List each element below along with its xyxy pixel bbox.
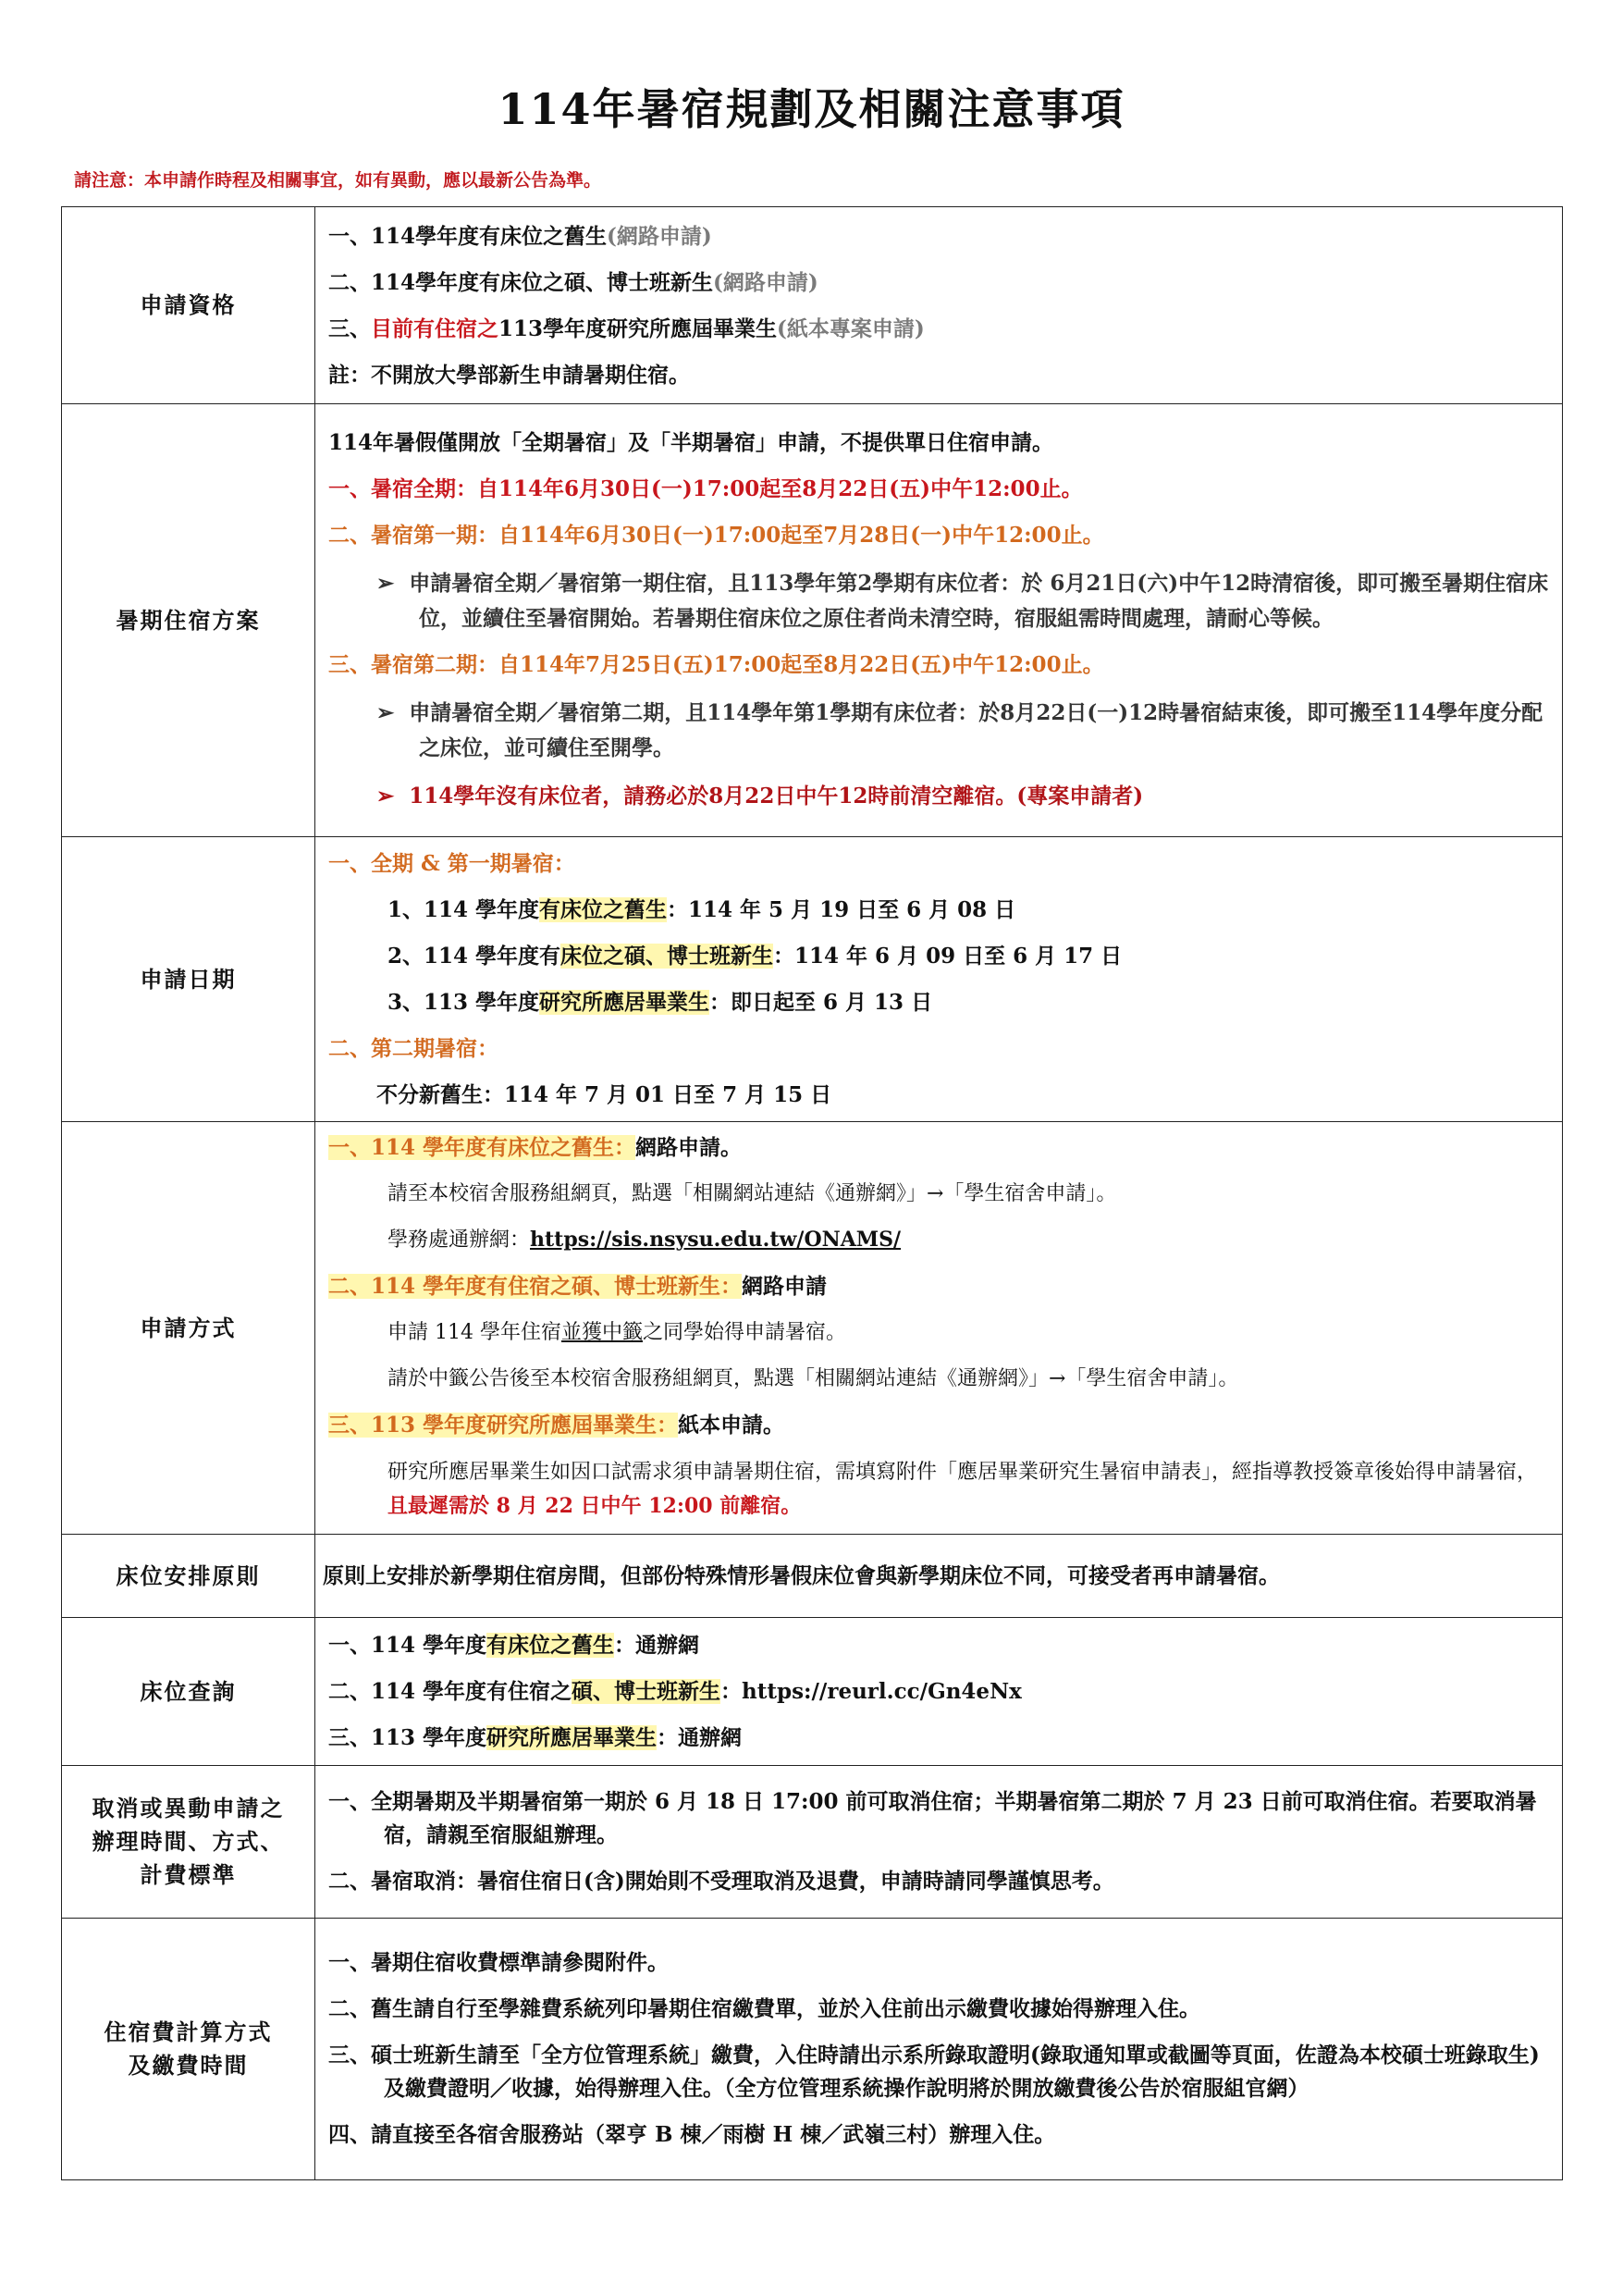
bullet-arrow-icon: ➢: [376, 699, 395, 725]
header-plan: 暑期住宿方案: [62, 404, 315, 837]
row-principle: [62, 1535, 1563, 1618]
dates-item-2: 2、114 學年度有床位之碩、博士班新生：114 年 6 月 09 日至 6 月 17 日: [387, 944, 1123, 969]
method-1-title: 一、114 學年度有床位之舊生：網路申請。: [328, 1135, 743, 1160]
plan-second-note: ➢ 申請暑宿全期／暑宿第二期，且114學年第1學期有床位者：於8月22日(一)12時暑宿結束後，即可搬至114學年度分配之床位，並可續住至開學。: [376, 699, 1543, 760]
plan-second-period: 三、暑宿第二期：自114年7月25日(五)17:00起至8月22日(五)中午12:00止。: [328, 651, 1104, 677]
method-2-line-1: 申請 114 學年住宿並獲中籤之同學始得申請暑宿。: [387, 1321, 847, 1344]
method-2-title: 二、114 學年度有住宿之碩、博士班新生：網路申請: [328, 1274, 828, 1299]
plan-content: [315, 404, 1563, 837]
eligibility-note: 註：不開放大學部新生申請暑期住宿。: [328, 362, 690, 388]
lookup-item-2: 二、114 學年度有住宿之碩、博士班新生：https://reurl.cc/Gn4eNx: [328, 1679, 1022, 1704]
fees-item-1: 一、暑期住宿收費標準請參閱附件。: [328, 1950, 669, 1975]
bullet-arrow-icon: ➢: [376, 783, 395, 809]
header-eligibility: 申請資格: [62, 207, 315, 404]
dates-part2-title: 二、第二期暑宿：: [328, 1036, 498, 1061]
cancel-item-1: 一、全期暑期及半期暑宿第一期於 6 月 18 日 17:00 前可取消住宿；半期暑宿第二期於 7 月 23 日前可取消住宿。若要取消暑宿，請親至宿服組辦理。: [328, 1789, 1537, 1847]
fees-item-3: 三、碩士班新生請至「全方位管理系統」繳費，入住時請出示系所錄取證明(錄取通知單或截圖等頁面，佐證為本校碩士班錄取生)及繳費證明／收據，始得辦理入住。（全方位管理系統操作說明將於開放繳費後公告於宿服組官網）: [328, 2043, 1540, 2101]
method-1-line-2: 學務處通辦網：https://sis.nsysu.edu.tw/ONAMS/: [387, 1228, 902, 1252]
row-plan: [62, 404, 1563, 837]
dates-part1-title: 一、全期 & 第一期暑宿：: [328, 851, 575, 876]
cancel-content: [315, 1766, 1563, 1919]
info-table: [61, 206, 1563, 2180]
row-method: [62, 1122, 1563, 1535]
method-3-text: 研究所應居畢業生如因口試需求須申請暑期住宿，需填寫附件「應居畢業研究生暑宿申請表」，經指導教授簽章後始得申請暑宿，且最遲需於 8 月 22 日中午 12:00 前離宿。: [387, 1461, 1538, 1518]
dates-content: [315, 837, 1563, 1122]
header-method: 申請方式: [62, 1122, 315, 1535]
bullet-arrow-icon: ➢: [376, 570, 395, 596]
row-fees: [62, 1919, 1563, 2180]
dates-item-1: 1、114 學年度有床位之舊生：114 年 5 月 19 日至 6 月 08 日: [387, 897, 1016, 922]
plan-full-period: 一、暑宿全期：自114年6月30日(一)17:00起至8月22日(五)中午12:00止。: [328, 475, 1083, 501]
notice-text: 請注意：本申請作時程及相關事宜，如有異動，應以最新公告為準。: [74, 170, 602, 191]
page-title: 114年暑宿規劃及相關注意事項: [498, 84, 1125, 134]
header-fees: 住宿費計算方式及繳費時間: [62, 1919, 315, 2180]
method-content: [315, 1122, 1563, 1535]
header-cancel: 取消或異動申請之辦理時間、方式、計費標準: [62, 1766, 315, 1919]
header-dates: 申請日期: [62, 837, 315, 1122]
fees-item-4: 四、請直接至各宿舍服務站（翠亨 B 棟／雨樹 H 棟／武嶺三村）辦理入住。: [328, 2122, 1056, 2147]
principle-text: 原則上安排於新學期住宿房間，但部份特殊情形暑假床位會與新學期床位不同，可接受者再申請暑宿。: [323, 1563, 1280, 1588]
eligibility-content: [315, 207, 1563, 404]
header-lookup: 床位查詢: [62, 1618, 315, 1766]
eligibility-item-2: 二、114學年度有床位之碩、博士班新生(網路申請): [328, 269, 818, 295]
header-principle: 床位安排原則: [62, 1535, 315, 1618]
row-dates: [62, 837, 1563, 1122]
lookup-item-1: 一、114 學年度有床位之舊生：通辦網: [328, 1633, 700, 1658]
plan-warning: ➢ 114學年沒有床位者，請務必於8月22日中午12時前清空離宿。(專案申請者): [376, 783, 1144, 809]
eligibility-item-3: 三、目前有住宿之113學年度研究所應屆畢業生(紙本專案申請): [328, 315, 925, 341]
plan-first-note: ➢ 申請暑宿全期／暑宿第一期住宿，且113學年第2學期有床位者：於 6月21日(六)中午12時清宿後，即可搬至暑期住宿床位，並續住至暑宿開始。若暑期住宿床位之原住者尚未清空時，宿服組需時間處理，請耐心等候。: [376, 570, 1549, 631]
method-1-line-1: 請至本校宿舍服務組網頁，點選「相關網站連結《通辦網》」→「學生宿舍申請」。: [387, 1182, 1117, 1205]
fees-item-2: 二、舊生請自行至學雜費系統列印暑期住宿繳費單，並於入住前出示繳費收據始得辦理入住。: [328, 1996, 1200, 2021]
dates-item-3: 3、113 學年度研究所應居畢業生：即日起至 6 月 13 日: [387, 990, 933, 1015]
method-2-line-2: 請於中籤公告後至本校宿舍服務組網頁，點選「相關網站連結《通辦網》」→「學生宿舍申請」。: [387, 1367, 1239, 1390]
row-eligibility: [62, 207, 1563, 404]
principle-content: [315, 1535, 1563, 1618]
lookup-item-3: 三、113 學年度研究所應居畢業生：通辦網: [328, 1725, 743, 1750]
eligibility-item-1: 一、114學年度有床位之舊生(網路申請): [328, 223, 712, 249]
dates-part2-line: 不分新舊生：114 年 7 月 01 日至 7 月 15 日: [376, 1082, 832, 1107]
plan-first-period: 二、暑宿第一期：自114年6月30日(一)17:00起至7月28日(一)中午12:00止。: [328, 522, 1104, 548]
cancel-item-2: 二、暑宿取消：暑宿住宿日(含)開始則不受理取消及退費，申請時請同學謹慎思考。: [328, 1869, 1114, 1894]
method-3-title: 三、113 學年度研究所應屆畢業生：紙本申請。: [328, 1413, 785, 1438]
row-cancel: [62, 1766, 1563, 1919]
row-lookup: [62, 1618, 1563, 1766]
lookup-content: [315, 1618, 1563, 1766]
fees-content: [315, 1919, 1563, 2180]
onams-link[interactable]: https://sis.nsysu.edu.tw/ONAMS/: [530, 1228, 902, 1252]
plan-intro: 114年暑假僅開放「全期暑宿」及「半期暑宿」申請，不提供單日住宿申請。: [328, 429, 1054, 455]
